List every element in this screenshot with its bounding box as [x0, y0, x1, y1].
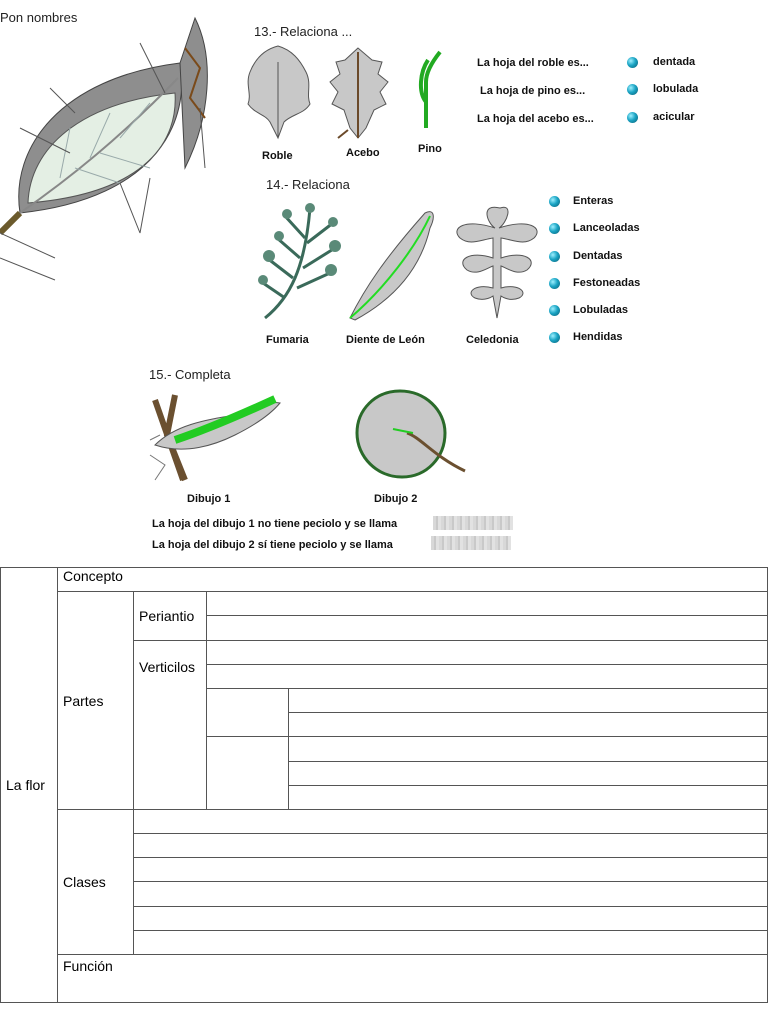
exercise-14-title: 14.- Relaciona — [266, 177, 350, 192]
option-lanceoladas: Lanceoladas — [573, 222, 640, 234]
answer-cell[interactable] — [134, 930, 768, 954]
option-enteras: Enteras — [573, 195, 614, 207]
bullet-icon[interactable] — [549, 305, 560, 316]
bullet-icon[interactable] — [627, 57, 638, 68]
exercise-13-leaves — [240, 42, 470, 142]
cell-periantio: Periantio — [134, 592, 207, 640]
option-festoneadas: Festoneadas — [573, 277, 641, 289]
sentence-dibujo-2: La hoja del dibujo 2 sí tiene peciolo y se llama — [152, 539, 393, 551]
flor-table — [0, 567, 768, 1003]
answer-cell[interactable] — [207, 592, 768, 616]
label-acebo: Acebo — [346, 147, 380, 159]
answer-cell[interactable] — [134, 906, 768, 930]
answer-cell[interactable] — [207, 664, 768, 688]
answer-cell[interactable] — [289, 785, 768, 809]
label-celedonia: Celedonia — [466, 334, 519, 346]
option-lobulada: lobulada — [653, 83, 699, 95]
exercise-12-title: Pon nombres — [0, 10, 78, 25]
answer-cell[interactable] — [207, 737, 289, 810]
option-acicular: acicular — [653, 111, 695, 123]
answer-blank-2[interactable] — [431, 536, 511, 550]
answer-cell[interactable] — [289, 713, 768, 737]
cell-funcion: Función — [58, 955, 768, 1003]
sentence-acebo: La hoja del acebo es... — [477, 113, 594, 125]
option-dentada: dentada — [653, 56, 696, 68]
label-dibujo-1: Dibujo 1 — [187, 493, 231, 505]
answer-cell[interactable] — [289, 761, 768, 785]
answer-cell[interactable] — [207, 688, 289, 736]
cell-verticilos: Verticilos — [134, 640, 207, 809]
bullet-icon[interactable] — [549, 332, 560, 343]
answer-cell[interactable] — [207, 616, 768, 640]
answer-blank-1[interactable] — [433, 516, 513, 530]
answer-cell[interactable] — [134, 809, 768, 833]
option-lobuladas: Lobuladas — [573, 304, 629, 316]
cell-clases: Clases — [58, 809, 134, 954]
bullet-icon[interactable] — [549, 251, 560, 262]
answer-cell[interactable] — [134, 834, 768, 858]
bullet-icon[interactable] — [627, 112, 638, 123]
answer-cell[interactable] — [134, 858, 768, 882]
cell-partes: Partes — [58, 592, 134, 810]
bullet-icon[interactable] — [549, 196, 560, 207]
label-dibujo-2: Dibujo 2 — [374, 493, 418, 505]
bullet-icon[interactable] — [549, 278, 560, 289]
exercise-15-drawings — [145, 385, 475, 485]
bullet-icon[interactable] — [549, 223, 560, 234]
sentence-dibujo-1: La hoja del dibujo 1 no tiene peciolo y se llama — [152, 518, 398, 530]
cell-la-flor: La flor — [1, 568, 58, 1003]
exercise-13-title: 13.- Relaciona ... — [254, 24, 353, 39]
answer-cell[interactable] — [289, 688, 768, 712]
label-pino: Pino — [418, 143, 442, 155]
exercise-14-leaves — [255, 198, 545, 326]
answer-cell[interactable] — [207, 640, 768, 664]
exercise-15-title: 15.- Completa — [149, 367, 231, 382]
answer-cell[interactable] — [289, 737, 768, 761]
cell-concepto: Concepto — [58, 568, 768, 592]
option-dentadas: Dentadas — [573, 250, 623, 262]
label-fumaria: Fumaria — [266, 334, 309, 346]
sentence-pino: La hoja de pino es... — [480, 85, 586, 97]
leaf-diagram — [0, 8, 225, 288]
sentence-roble: La hoja del roble es... — [477, 57, 589, 69]
label-diente-de-leon: Diente de León — [346, 334, 425, 346]
option-hendidas: Hendidas — [573, 331, 623, 343]
label-roble: Roble — [262, 150, 293, 162]
bullet-icon[interactable] — [627, 84, 638, 95]
answer-cell[interactable] — [134, 882, 768, 906]
